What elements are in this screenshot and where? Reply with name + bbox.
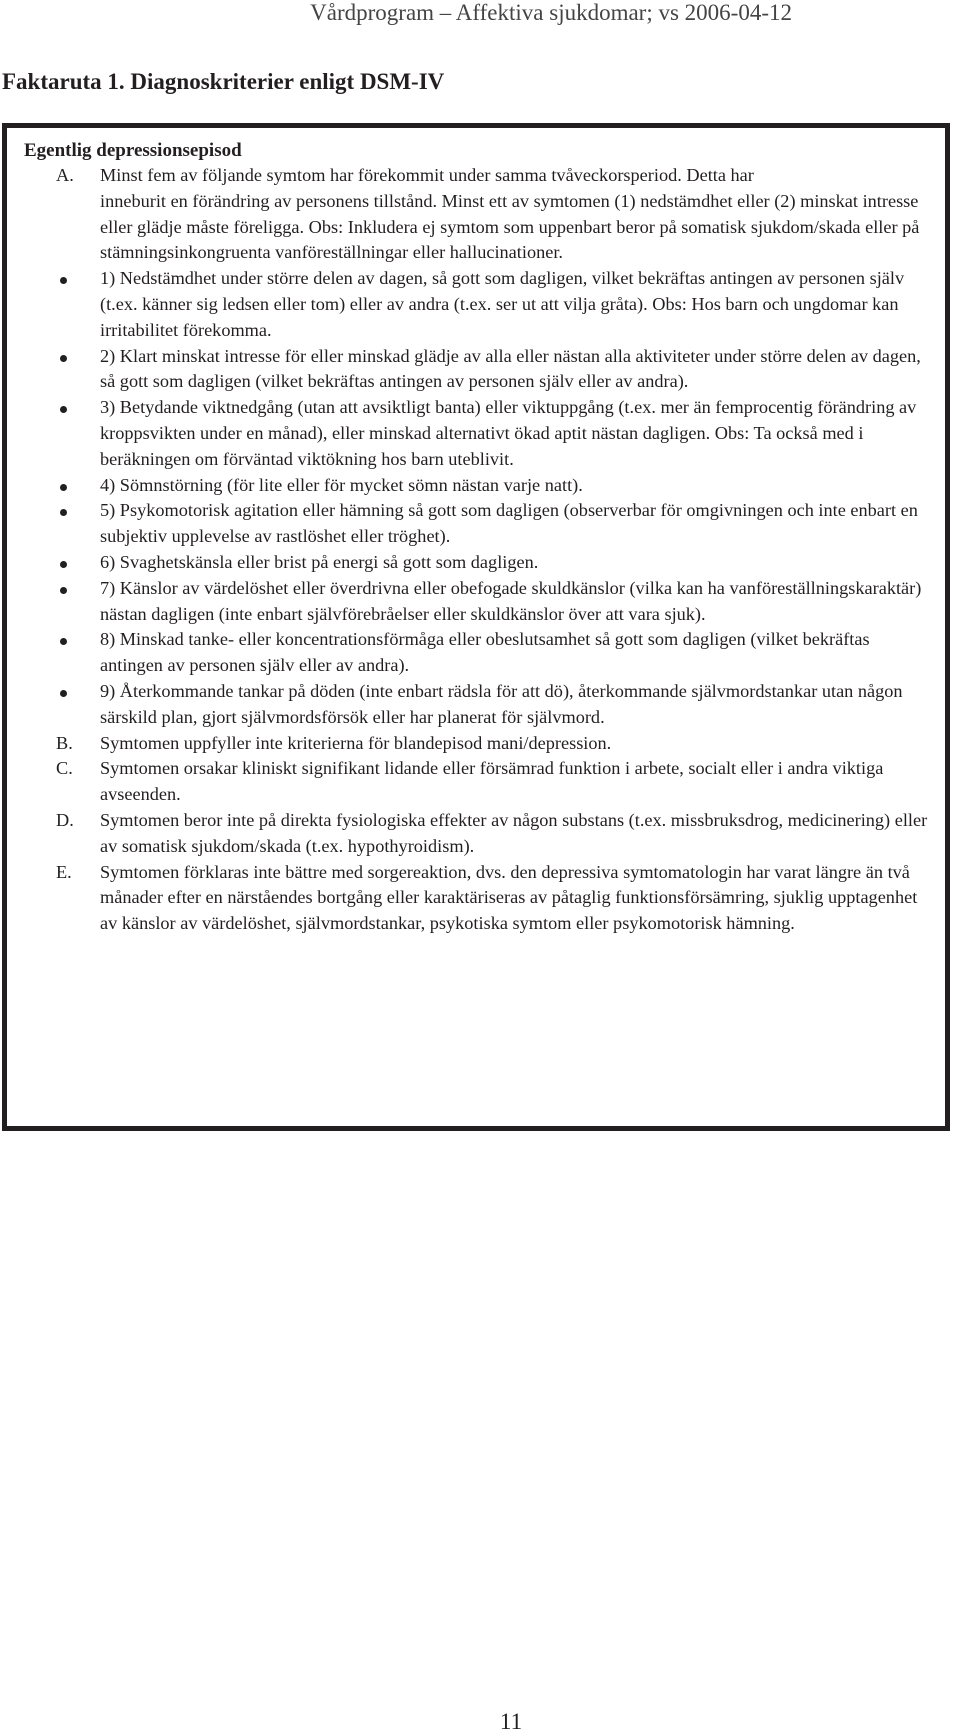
running-header: Vårdprogram – Affektiva sjukdomar; vs 2006-04-12 bbox=[310, 0, 792, 25]
criterion-letter: B. bbox=[56, 732, 73, 753]
symptom-text: 8) Minskad tanke- eller koncentrationsförmåga eller obeslutsamhet så gott som dagligen (vilket bekräftas antingen av personen själv eller av andra). bbox=[100, 629, 870, 676]
criterion-a-first-line: Minst fem av följande symtom har förekommit under samma tvåveckorsperiod. Detta har bbox=[100, 165, 754, 185]
bullet-icon bbox=[60, 509, 67, 516]
criterion-text: Symtomen uppfyller inte kriterierna för blandepisod mani/depression. bbox=[100, 732, 612, 753]
criterion-d bbox=[56, 808, 932, 860]
symptom-text: 9) Återkommande tankar på döden (inte enbart rädsla för att dö), återkommande självmordstankar utan någon särskild plan, gjort självmordsförsök eller har planerat för självmord. bbox=[100, 680, 903, 727]
bullet-icon bbox=[60, 561, 67, 568]
criterion-c bbox=[56, 756, 932, 808]
factbox-title: Faktaruta 1. Diagnoskriterier enligt DSM-IV bbox=[2, 69, 445, 94]
criterion-a-continuation: inneburit en förändring av personens tillstånd. Minst ett av symtomen (1) nedstämdhet eller (2) minskat intresse eller glädje måste föreligga. Obs: Inkludera ej symtom som uppenbart beror på somatisk sjukdom/skada eller på stämningsinkongruenta vanföreställningar eller hallucinationer. bbox=[100, 190, 920, 263]
bullet-icon bbox=[60, 355, 67, 362]
criterion-text: Symtomen orsakar kliniskt signifikant lidande eller försämrad funktion i arbete, socialt eller i andra viktiga avseenden. bbox=[100, 758, 884, 805]
symptom-item bbox=[56, 395, 932, 472]
criterion-text bbox=[100, 163, 932, 266]
bullet-icon bbox=[60, 406, 67, 413]
symptom-item bbox=[56, 550, 932, 576]
criterion-letter: C. bbox=[56, 758, 73, 779]
bullet-icon bbox=[60, 484, 67, 491]
page-number: 11 bbox=[499, 1709, 523, 1734]
criterion-b bbox=[56, 731, 932, 757]
criteria-list bbox=[56, 163, 932, 937]
criterion-letter: A. bbox=[56, 165, 74, 185]
criterion-letter: E. bbox=[56, 861, 72, 882]
symptom-text: 5) Psykomotorisk agitation eller hämning så gott som dagligen (observerbar för omgivningen och inte enbart en subjektiv upplevelse av rastlöshet eller tröghet). bbox=[100, 500, 918, 547]
criterion-a bbox=[56, 163, 932, 266]
bullet-icon bbox=[60, 638, 67, 645]
symptom-item bbox=[56, 576, 932, 628]
symptom-item bbox=[56, 627, 932, 679]
section-heading: Egentlig depressionsepisod bbox=[24, 140, 242, 161]
criterion-text: Symtomen förklaras inte bättre med sorgereaktion, dvs. den depressiva symtomatologin har varat längre än två månader efter en närståendes bortgång eller karaktäriseras av påtaglig funktionsförsämring, sjuklig upptagenhet av känslor av värdelöshet, självmordstankar, psykotiska symtom eller psykomotorisk hämning. bbox=[100, 861, 918, 934]
symptom-item bbox=[56, 679, 932, 731]
symptom-text: 2) Klart minskat intresse för eller minskad glädje av alla eller nästan alla aktiviteter under större delen av dagen, så gott som dagligen (vilket bekräftas antingen av personen själv eller av andra). bbox=[100, 345, 921, 392]
symptom-text: 7) Känslor av värdelöshet eller överdrivna eller obefogade skuldkänslor (vilka kan ha vanföreställningskaraktär) nästan dagligen (inte enbart självförebråelser eller skuldkänslor över att vara sjuk). bbox=[100, 577, 922, 624]
symptom-text: 1) Nedstämdhet under större delen av dagen, så gott som dagligen, vilket bekräftas antingen av personen själv (t.ex. känner sig ledsen eller tom) eller av andra (t.ex. ser ut att vilja gråta). Obs: Hos barn och ungdomar kan irritabilitet förekomma. bbox=[100, 268, 905, 340]
symptom-text: 4) Sömnstörning (för lite eller för mycket sömn nästan varje natt). bbox=[100, 474, 583, 495]
symptom-item bbox=[56, 473, 932, 499]
criterion-text: Symtomen beror inte på direkta fysiologiska effekter av någon substans (t.ex. missbruksdrog, medicinering) eller av somatisk sjukdom/skada (t.ex. hypothyroidism). bbox=[100, 809, 928, 856]
symptom-text: 3) Betydande viktnedgång (utan att avsiktligt banta) eller viktuppgång (t.ex. mer än femprocentig förändring av kroppsvikten under en månad), eller minskad alternativt ökad aptit nästan dagligen. Obs: Ta också med i beräkningen om förväntad viktökning hos barn uteblivit. bbox=[100, 397, 917, 469]
symptom-item bbox=[56, 266, 932, 343]
bullet-icon bbox=[60, 277, 67, 284]
criterion-letter: D. bbox=[56, 809, 74, 830]
symptom-list bbox=[56, 266, 932, 730]
symptom-text: 6) Svaghetskänsla eller brist på energi så gott som dagligen. bbox=[100, 551, 539, 572]
bullet-icon bbox=[60, 587, 67, 594]
bullet-icon bbox=[60, 690, 67, 697]
symptom-item bbox=[56, 498, 932, 550]
criterion-e bbox=[56, 860, 932, 937]
symptom-item bbox=[56, 344, 932, 396]
